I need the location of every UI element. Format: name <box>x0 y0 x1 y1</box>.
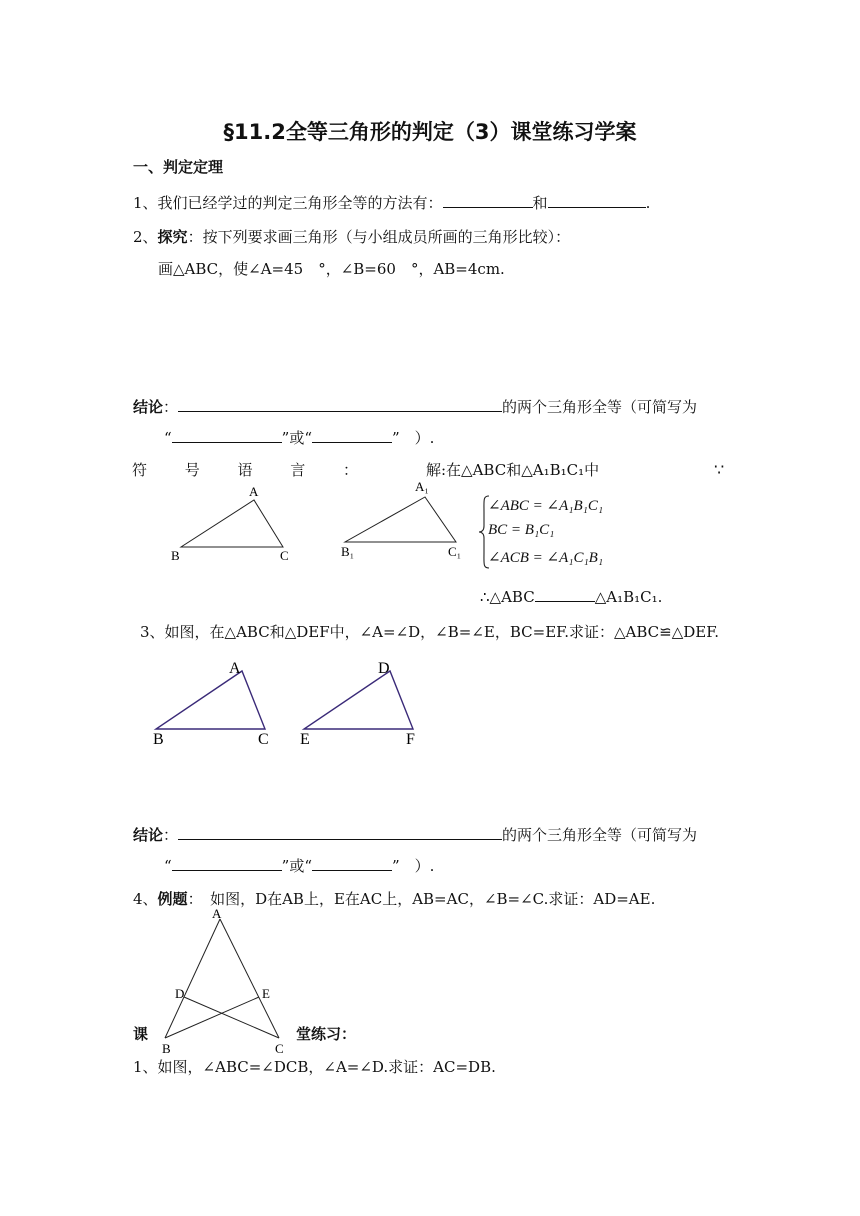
vertex-label: A <box>212 906 222 921</box>
condition-angle-c: ∠ACB = ∠A₁C₁B₁ <box>488 550 604 566</box>
conclusion-blank[interactable] <box>178 824 502 840</box>
conclusion-1 <box>133 396 697 416</box>
triangle-a1b1c1-shape <box>345 497 456 542</box>
question-2-requirement: 画△ABC，使∠A=45 °，∠B=60 °，AB=4cm. <box>158 260 505 278</box>
vertex-label: A <box>249 484 259 499</box>
question-2 <box>133 228 570 246</box>
question-2-num: 2、 <box>133 228 158 246</box>
page-title: §11.2全等三角形的判定（3）课堂练习学案 <box>223 120 637 144</box>
question-1-end: . <box>645 194 651 212</box>
figure-triangle-abc <box>170 480 300 570</box>
question-4-num: 4、 <box>133 890 158 908</box>
vertex-label: B₁ <box>341 544 355 559</box>
question-1-text: 1、我们已经学过的判定三角形全等的方法有： <box>133 194 443 212</box>
conclusion-blank[interactable] <box>178 396 502 412</box>
vertex-label: F <box>406 731 415 748</box>
vertex-label: D <box>175 986 185 1001</box>
vertex-label: B <box>153 731 164 748</box>
vertex-label: E <box>262 986 270 1001</box>
triangle-def-shape <box>304 671 413 729</box>
vertex-label: B <box>162 1041 171 1056</box>
vertex-label: A <box>229 660 241 677</box>
vertex-label: B <box>171 548 180 563</box>
conclusion-2-abbr: “ ”或“ ” ）. <box>164 857 435 875</box>
question-3: 3、如图，在△ABC和△DEF中，∠A=∠D，∠B=∠E，BC=EF.求证：△ABC≌△DEF. <box>140 623 720 641</box>
triangle-abc-2-shape <box>156 671 265 729</box>
conclusion-tail: 的两个三角形全等（可简写为 <box>502 826 698 844</box>
abbr-blank[interactable] <box>172 855 282 871</box>
solution-intro: 解:在△ABC和△A₁B₁C₁中 <box>426 461 600 479</box>
conclusion-1-abbr: “ ”或“ ” ）. <box>164 429 435 447</box>
section-heading: 一、判定定理 <box>133 158 224 176</box>
segment-eb <box>165 997 259 1038</box>
triangle-abc-shape <box>181 500 283 547</box>
practice-question-1: 1、如图，∠ABC=∠DCB，∠A=∠D.求证：AC=DB. <box>133 1058 496 1076</box>
congruence-blank[interactable] <box>535 586 595 602</box>
segment-dc <box>184 997 279 1038</box>
conclusion-colon: ： <box>163 826 179 844</box>
question-1-mid: 和 <box>532 194 548 212</box>
question-1 <box>133 192 650 212</box>
side-ab <box>165 919 220 1038</box>
figure-triangle-a1b1c1 <box>338 476 478 571</box>
conclusion-colon: ： <box>163 398 179 416</box>
figure-triangle-def <box>296 655 431 750</box>
practice-heading-left: 课 <box>133 1025 149 1043</box>
abbr-blank[interactable] <box>172 427 282 443</box>
side-ac <box>220 919 279 1038</box>
because-symbol: ∵ <box>714 460 725 479</box>
question-4-text: ： 如图，D在AB上，E在AC上，AB=AC，∠B=∠C.求证：AD=AE. <box>187 890 656 908</box>
practice-heading-right: 堂练习： <box>296 1025 357 1043</box>
vertex-label: C <box>275 1041 284 1056</box>
question-2-text: ：按下列要求画三角形（与小组成员所画的三角形比较）： <box>187 228 571 246</box>
abbr-blank[interactable] <box>312 427 392 443</box>
conclusion-2 <box>133 824 697 844</box>
conclusion-tail: 的两个三角形全等（可简写为 <box>502 398 698 416</box>
therefore-line: ∴△ABC △A₁B₁C₁. <box>480 588 663 606</box>
figure-triangle-abc-2 <box>150 655 280 750</box>
vertex-label: D <box>378 660 390 677</box>
vertex-label: E <box>300 731 310 748</box>
vertex-label: C <box>258 731 269 748</box>
answer-blank[interactable] <box>548 192 646 208</box>
abbr-blank[interactable] <box>312 855 392 871</box>
vertex-label: C₁ <box>448 544 462 559</box>
question-2-label: 探究 <box>157 228 188 246</box>
symbolic-language-label: 符 号 语 言 ： <box>132 461 358 479</box>
figure-example-triangle <box>158 905 298 1055</box>
vertex-label: C <box>280 548 289 563</box>
question-4-label: 例题 <box>157 890 188 908</box>
answer-blank[interactable] <box>443 192 533 208</box>
vertex-label: A₁ <box>415 479 429 494</box>
condition-side-bc: BC = B₁C₁ <box>488 522 555 538</box>
condition-angle-b: ∠ABC = ∠A₁B₁C₁ <box>488 498 604 514</box>
conclusion-label: 结论 <box>133 826 164 844</box>
conclusion-label: 结论 <box>133 398 164 416</box>
